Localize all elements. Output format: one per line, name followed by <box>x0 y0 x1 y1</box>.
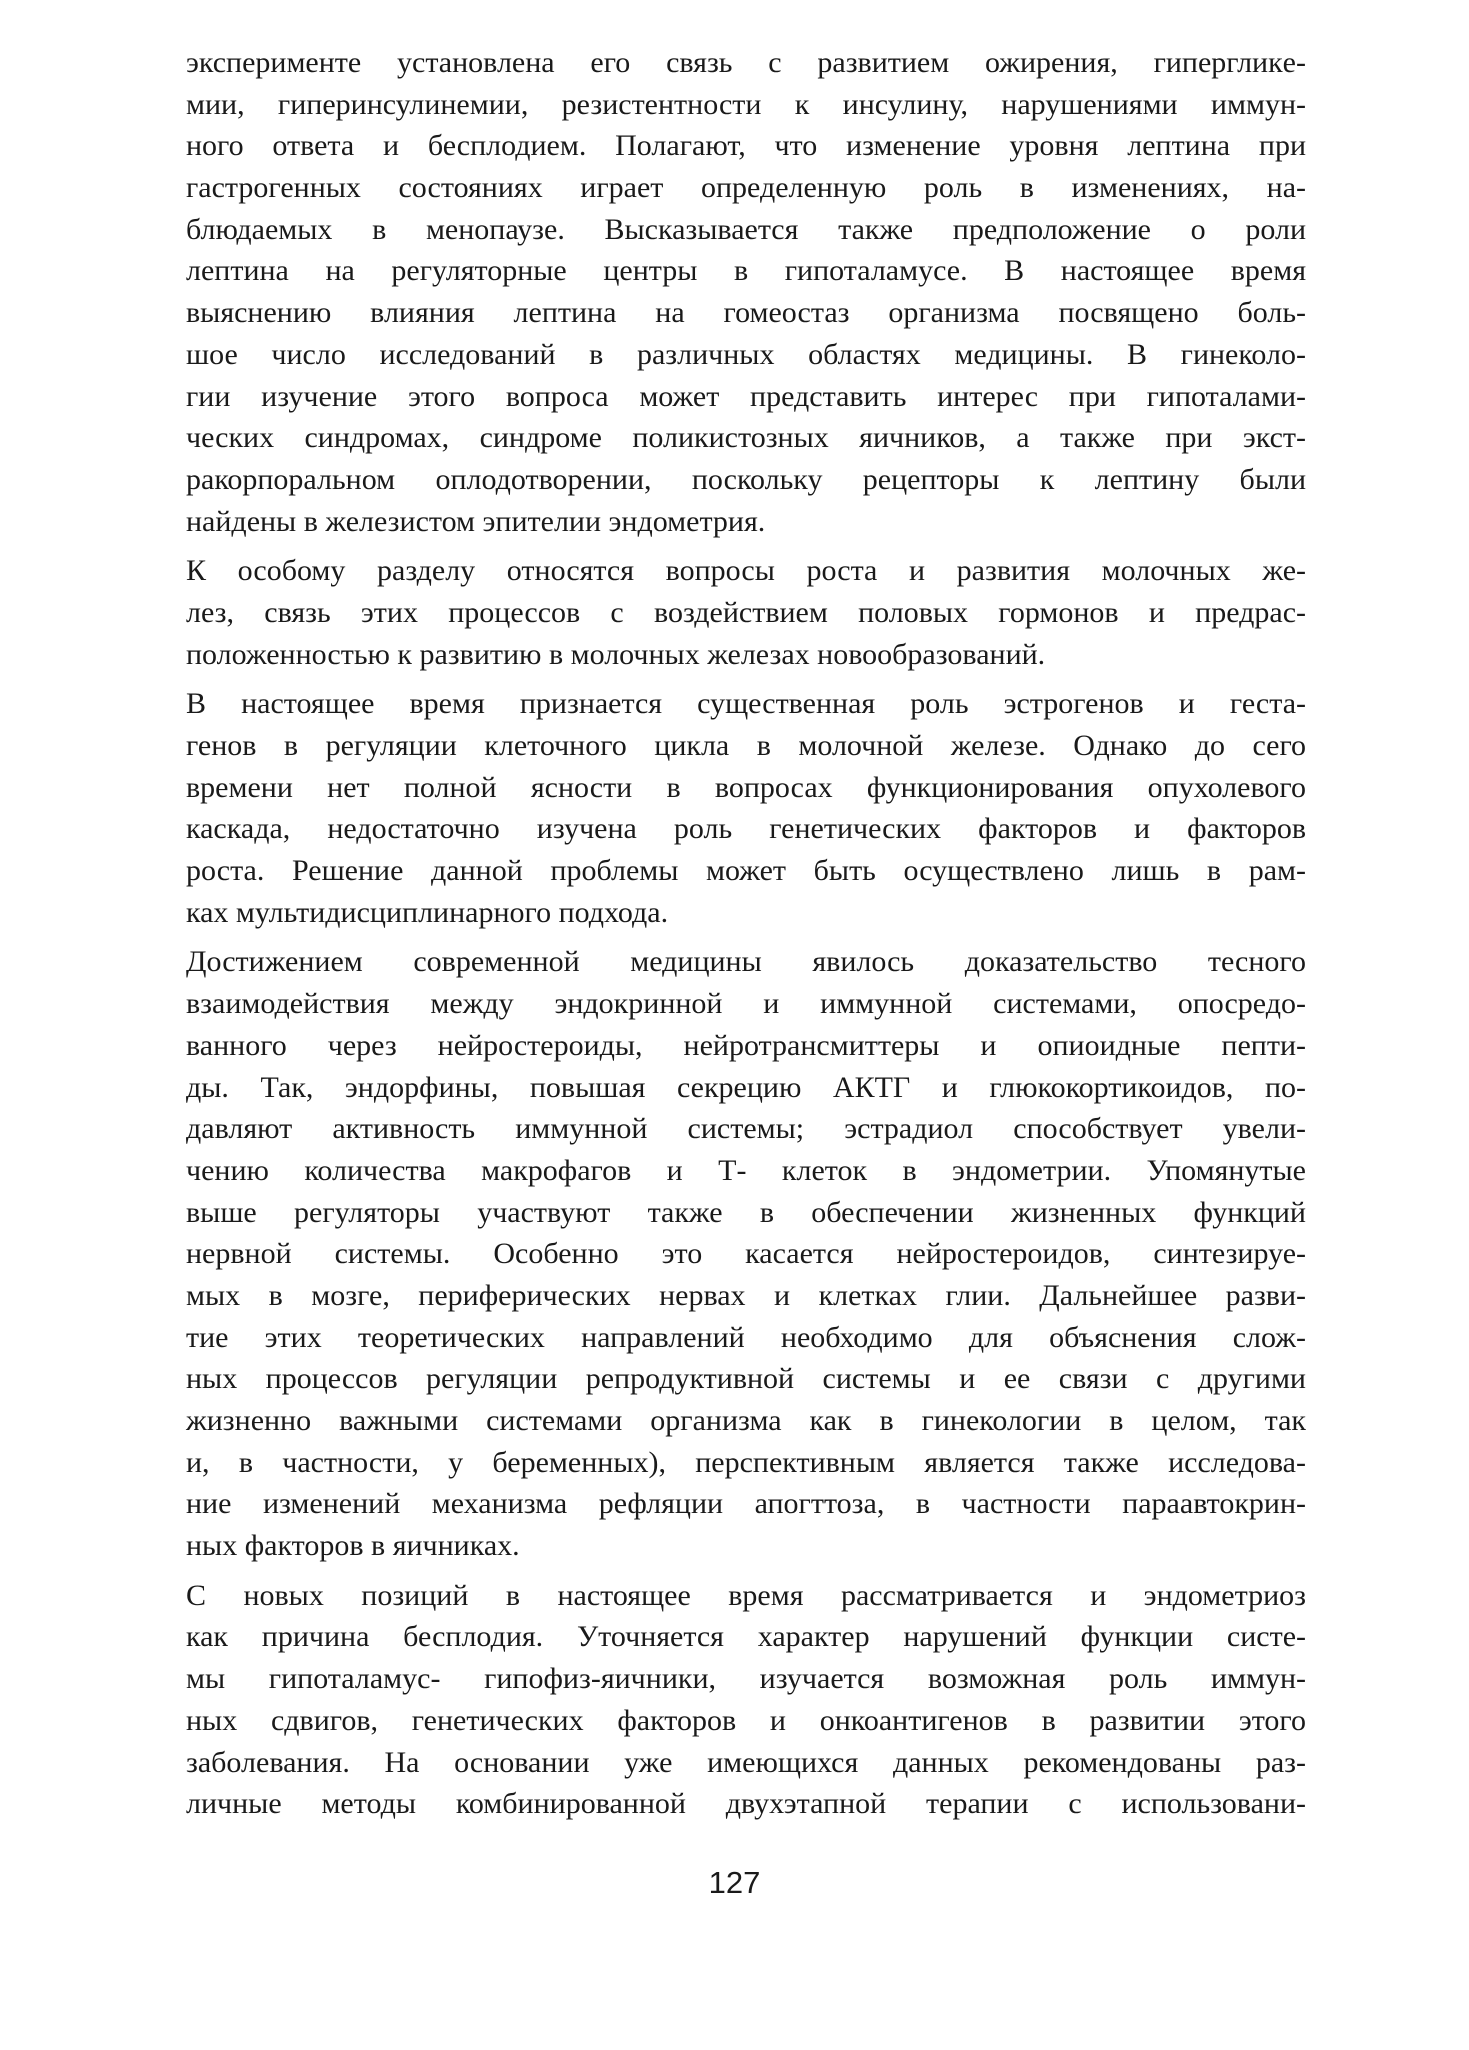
paragraph-4-line: взаимодействия между эндокринной и иммунной системами, опосредо- <box>186 987 1306 1021</box>
paragraph-1-line: выяснению влияния лептина на гомеостаз организма посвящено боль- <box>186 296 1306 330</box>
paragraph-5-line: С новых позиций в настоящее время рассматривается и эндометриоз <box>186 1578 1306 1612</box>
paragraph-1-line: гастрогенных состояниях играет определенную роль в изменениях, на- <box>186 171 1306 205</box>
paragraph-4-line: тие этих теоретических направлений необходимо для объяснения слож- <box>186 1320 1306 1354</box>
paragraph-4-line: ние изменений механизма рефляции апогттоза, в частности параавтокрин- <box>186 1487 1306 1521</box>
paragraph-1-line: мии, гиперинсулинемии, резистентности к инсулину, нарушениями иммун- <box>186 87 1306 121</box>
paragraph-4-line: жизненно важными системами организма как в гинекологии в целом, так <box>186 1404 1306 1437</box>
paragraph-4-line: чению количества макрофагов и Т- клеток в эндометрии. Упомянутые <box>186 1153 1306 1187</box>
paragraph-1-line: найдены в железистом эпителии эндометрия. <box>186 504 766 538</box>
paragraph-4-line: нервной системы. Особенно это касается нейростероидов, синтезируе- <box>186 1237 1306 1271</box>
paragraph-2-line: положенностью к развитию в молочных железах новообразований. <box>186 637 1046 671</box>
paragraph-4-line: выше регуляторы участвуют также в обеспечении жизненных функций <box>186 1195 1306 1229</box>
paragraph-5-line: личные методы комбинированной двухэтапной терапии с использовани- <box>186 1787 1306 1821</box>
paragraph-4-line: давляют активность иммунной системы; эстрадиол способствует увели- <box>186 1112 1306 1146</box>
paragraph-1-line: эксперименте установлена его связь с развитием ожирения, гипергликe- <box>186 46 1306 79</box>
paragraph-1-line: ракорпоральном оплодотворении, поскольку рецепторы к лептину были <box>186 462 1306 496</box>
paragraph-1-line: блюдаемых в менопаузе. Высказывается также предположение о роли <box>186 212 1306 246</box>
paragraph-3-line: роста. Решение данной проблемы может быть осуществлено лишь в рам- <box>186 854 1306 888</box>
paragraph-4 <box>186 941 1306 1566</box>
paragraph-5 <box>186 1575 1306 1825</box>
paragraph-1-line: ческих синдромах, синдроме поликистозных яичников, а также при экст- <box>186 421 1306 455</box>
paragraph-5-line: ных сдвигов, генетических факторов и онкоантигенов в развитии этого <box>186 1703 1306 1737</box>
paragraph-1 <box>186 42 1306 542</box>
paragraph-4-line: и, в частности, у беременных), перспективным является также исследова- <box>186 1445 1306 1479</box>
paragraph-2-line: К особому разделу относятся вопросы роста и развития молочных же- <box>186 554 1306 588</box>
paragraph-5-line: мы гипоталамус- гипофиз-яичники, изучается возможная роль иммун- <box>186 1662 1306 1696</box>
paragraph-3-line: генов в регуляции клеточного цикла в молочной железе. Однако до сего <box>186 729 1306 762</box>
paragraph-4-line: мых в мозге, периферических нервах и клетках глии. Дальнейшее разви- <box>186 1278 1306 1312</box>
paragraph-4-line: Достижением современной медицины явилось доказательство тесного <box>186 945 1306 979</box>
body-text <box>186 42 1306 1825</box>
paragraph-3-line: времени нет полной ясности в вопросах функционирования опухолевого <box>186 770 1306 804</box>
paragraph-3-line: ках мультидисциплинарного подхода. <box>186 895 669 929</box>
paragraph-3-line: каскада, недостаточно изучена роль генетических факторов и факторов <box>186 812 1306 846</box>
paragraph-1-line: гии изучение этого вопроса может представить интерес при гипоталами- <box>186 379 1306 413</box>
paragraph-4-line: ных факторов в яичниках. <box>186 1529 520 1563</box>
paragraph-3 <box>186 683 1306 933</box>
paragraph-5-line: как причина бесплодия. Уточняется характер нарушений функции систе- <box>186 1620 1306 1654</box>
paragraph-1-line: лептина на регуляторные центры в гипоталамусе. В настоящее время <box>186 254 1306 288</box>
paragraph-2-line: лез, связь этих процессов с воздействием половых гормонов и предрас- <box>186 595 1306 629</box>
paragraph-2 <box>186 550 1306 675</box>
paragraph-1-line: ного ответа и бесплодием. Полагают, что изменение уровня лептина при <box>186 129 1306 163</box>
paragraph-4-line: ных процессов регуляции репродуктивной системы и ее связи с другими <box>186 1362 1306 1396</box>
paragraph-3-line: В настоящее время признается существенная роль эстрогенов и геста- <box>186 687 1306 721</box>
paragraph-1-line: шое число исследований в различных областях медицины. В гинеколо- <box>186 337 1306 371</box>
paragraph-4-line: ды. Так, эндорфины, повышая секрецию АКТГ и глюкокортикоидов, по- <box>186 1070 1306 1104</box>
page-number: 127 <box>708 1865 761 1900</box>
paragraph-4-line: ванного через нейростероиды, нейротрансмиттеры и опиоидные пепти- <box>186 1028 1306 1062</box>
paragraph-5-line: заболевания. На основании уже имеющихся данных рекомендованы раз- <box>186 1745 1306 1779</box>
